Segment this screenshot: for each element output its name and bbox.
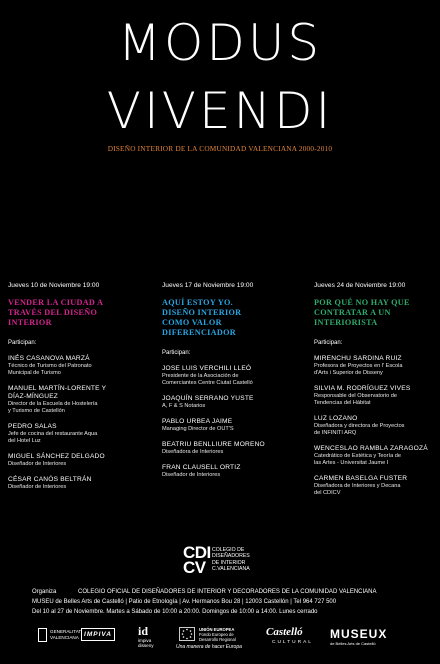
participant-role: Municipal de Turismo <box>8 370 61 376</box>
participants-label: Participan: <box>162 350 191 356</box>
eu-flag-icon <box>179 627 195 641</box>
participant <box>8 423 138 445</box>
participant-role: Diseñador de Interiores <box>162 472 221 478</box>
participant-name: DÍAZ-MÍNGUEZ <box>8 393 59 400</box>
participant <box>314 415 440 437</box>
participant <box>8 476 138 491</box>
participant-role: y Turismo de Castellón <box>8 408 65 414</box>
participant-role: Comerciantes Centre Ciutat Castelló <box>162 380 253 386</box>
participants-label: Participan: <box>8 340 37 346</box>
subtitle: DISEÑO INTERIOR DE LA COMUNIDAD VALENCIANA 2000-2010 <box>107 144 333 153</box>
participant <box>314 475 440 497</box>
participant-role: Managing Director de OUT'S <box>162 426 234 432</box>
participant-role: Diseñadora de Interiores y Decana <box>314 483 401 489</box>
eu-motto: Una manera de hacer Europa <box>176 644 242 650</box>
session-column <box>314 282 440 505</box>
participant-role: de INFINITI ARQ <box>314 430 357 436</box>
participant <box>162 418 292 433</box>
participant <box>162 441 292 456</box>
participant-role: Catedrático de Estética y Teoría de <box>314 453 401 459</box>
participant-role: Profesora de Proyectos en l' Escola <box>314 363 403 369</box>
session-column <box>8 282 138 499</box>
id-logo-sub: impiva disseny <box>138 638 154 648</box>
musex-logo: MUSEUX <box>330 627 388 641</box>
participant-role: Técnico de Turismo del Patronato <box>8 363 92 369</box>
organiza-label: Organiza <box>32 589 57 595</box>
participant-name: MANUEL MARTÍN-LORENTE Y <box>8 385 107 392</box>
participant-name: BEATRIU BENLLIURE MORENO <box>162 441 265 448</box>
organiza-block <box>32 587 377 617</box>
participant <box>162 395 292 410</box>
participant-role: Diseñador de Interiores <box>8 484 67 490</box>
participant-name: PABLO URBEA JAIME <box>162 418 233 425</box>
participant-role: Diseñadora de Interiores <box>162 449 224 455</box>
participant <box>162 464 292 479</box>
venue-address: MUSEU de Belles Arts de Castelló | Patio de Etnología | Av. Hermanos Bou 28 | 12003 Castellón | Tel 964 727 500 <box>32 599 337 605</box>
participant-role: las Artes - Universitat Jaume I <box>314 460 389 466</box>
participant-name: CARMEN BASELGA FUSTER <box>314 475 408 482</box>
participant <box>162 365 292 387</box>
participants-label: Participan: <box>314 340 343 346</box>
participant-name: JOSE LUIS VERCHILI LLEÓ <box>162 365 252 372</box>
participant-role: d'Arts i Superior de Disseny <box>314 370 383 376</box>
title-line-2: VIVENDI <box>106 82 334 140</box>
participant-role: Tendencias del Hábitat <box>314 400 371 406</box>
participant-role: Diseñadora y directora de Proyectos <box>314 423 405 429</box>
participant-role: Diseñador de Interiores <box>8 461 67 467</box>
participant-role: A, F & S Notarios <box>162 403 206 409</box>
sponsor-logos <box>0 624 440 664</box>
cdicv-logo: CDI CV COLEGIO DE DISEÑADORES DE INTERIOR C.VALENCIANA <box>183 543 250 577</box>
eu-logo-text: UNIÓN EUROPEA Fondo Europeo de Desarrollo Regional <box>199 627 236 642</box>
participant-role: Director de la Escuela de Hostelería <box>8 401 98 407</box>
session-date: Jueves 24 de Noviembre 19:00 <box>314 282 406 289</box>
participant-name: WENCESLAO RAMBLA ZARAGOZÁ <box>314 445 428 452</box>
participant-name: MIGUEL SÁNCHEZ DELGADO <box>8 453 105 460</box>
session-title: POR QUÉ NO HAY QUE CONTRATAR A UN INTERIORISTA <box>314 298 410 327</box>
participant <box>8 453 138 468</box>
participant <box>314 355 440 377</box>
title-line-1: MODUS <box>117 14 323 72</box>
participant-name: LUZ LOZANO <box>314 415 358 422</box>
participant-role: Jefe de cocina del restaurante Aqua <box>8 431 98 437</box>
participant <box>314 445 440 467</box>
participant-role: Presidente de la Asociación de <box>162 373 239 379</box>
session-title: VENDER LA CIUDAD A TRAVÉS DEL DISEÑO INTERIOR <box>8 298 104 327</box>
participant <box>314 385 440 407</box>
participant <box>8 385 138 415</box>
participant-role: del Hotel Luz <box>8 438 41 444</box>
session-date: Jueves 17 de Noviembre 19:00 <box>162 282 254 289</box>
participant-role: del CDICV <box>314 490 341 496</box>
participant-name: MIRENCHU SARDINA RUIZ <box>314 355 402 362</box>
participant-name: SILVIA M. RODRÍGUEZ VIVES <box>314 385 411 392</box>
participant <box>8 355 138 377</box>
musex-sub: de Belles Arts de Castelló <box>330 641 376 646</box>
session-date: Jueves 10 de Noviembre 19:00 <box>8 282 100 289</box>
castello-cultural-logo: Castelló <box>266 626 303 638</box>
generalitat-logo: GENERALITAT VALENCIANA <box>50 629 82 640</box>
castello-cultural-sub: CULTURAL <box>272 640 313 645</box>
participant-role: Responsable del Observatorio de <box>314 393 398 399</box>
participant-name: CÉSAR CANÓS BELTRÁN <box>8 476 92 483</box>
organizer-name: COLEGIO OFICIAL DE DISEÑADORES DE INTERIOR Y DECORADORES DE LA COMUNIDAD VALENCIANA <box>78 589 377 595</box>
session-column <box>162 282 292 487</box>
participant-name: PEDRO SALAS <box>8 423 57 430</box>
impiva-logo: IMPIVA <box>81 628 115 641</box>
session-title: AQUÍ ESTOY YO. DISEÑO INTERIOR COMO VALOR DIFERENCIADOR <box>162 298 242 337</box>
participant-name: INÉS CASANOVA MARZÁ <box>8 355 90 362</box>
opening-hours: Del 10 al 27 de Noviembre. Martes a Sábado de 10:00 a 20:00. Domingos de 10:00 a 14:00. Lunes cerrado <box>32 609 318 615</box>
participant-name: FRAN CLAUSELL ORTIZ <box>162 464 241 471</box>
id-logo: id <box>138 624 149 638</box>
generalitat-emblem-icon <box>38 628 47 642</box>
participant-name: JOAQUÍN SERRANO YUSTE <box>162 395 254 402</box>
